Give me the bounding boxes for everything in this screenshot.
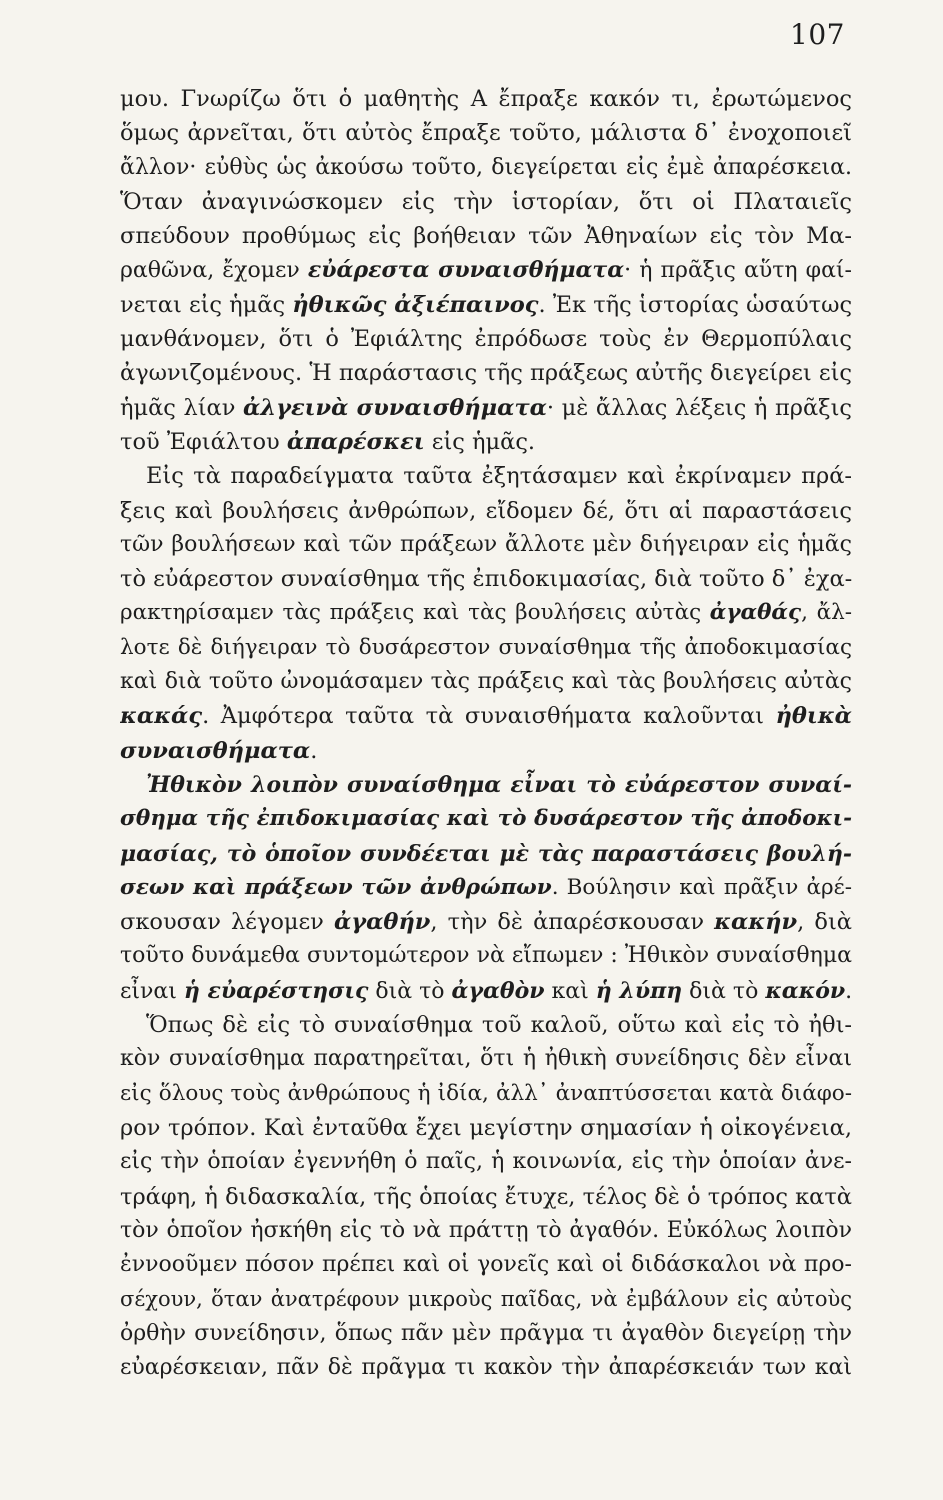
text-line: τῶν βουλήσεων καὶ τῶν πράξεων ἄλλοτε μὲν διήγειραν εἰς ἡμᾶς <box>120 531 852 557</box>
text-line: καὶ διὰ τοῦτο ὠνομάσαμεν τὰς πράξεις καὶ τὰς βουλήσεις αὐτὰς <box>120 669 852 695</box>
text-line: ἄλλον· εὐθὺς ὡς ἀκούσω τοῦτο, διεγείρεται εἰς ἐμὲ ἀπαρέσκεια. <box>120 154 852 180</box>
text-line: ξεις καὶ βουλήσεις ἀνθρώπων, εἴδομεν δέ, ὅτι αἱ παραστάσεις <box>120 497 852 524</box>
emphasis: ἀγαθὸν <box>451 977 545 1004</box>
text-line: εἶναι ἡ εὐαρέστησις διὰ τὸ ἀγαθὸν καὶ ἡ λύπη διὰ τὸ κακόν. <box>120 977 852 1004</box>
body-text <box>120 82 852 1385</box>
text-line: σπεύδουν προθύμως εἰς βοήθειαν τῶν Ἀθηναίων εἰς τὸν Μα- <box>120 223 852 250</box>
text-line <box>120 837 852 871</box>
emphasis: κακήν <box>714 909 798 936</box>
emphasis: ἀπαρέσκει <box>286 428 425 455</box>
emphasis: σεων καὶ πράξεων τῶν ἀνθρώπων <box>120 874 552 900</box>
text-line <box>120 768 852 802</box>
emphasis: ἀγαθήν <box>333 909 431 936</box>
text-line: τοῦ Ἐφιάλτου ἀπαρέσκει εἰς ἡμᾶς. <box>120 428 536 455</box>
text-line: μου. Γνωρίζω ὅτι ὁ μαθητὴς Α ἔπραξε κακόν τι, ἐρωτώμενος <box>120 86 852 112</box>
text-line: σέχουν, ὅταν ἀνατρέφουν μικροὺς παῖδας, νὰ ἐμβάλουν εἰς αὐτοὺς <box>120 1287 852 1312</box>
emphasis: ἀλγεινὰ συναισθήματα <box>243 394 547 421</box>
text-line: κὸν συναίσθημα παρατηρεῖται, ὅτι ἡ ἠθικὴ συνείδησις δὲν εἶναι <box>120 1046 852 1072</box>
emphasis: ἡ εὐαρέστησις <box>183 977 369 1004</box>
text-line <box>120 802 852 836</box>
emphasis: ἠθικῶς ἀξιέπαινος <box>292 291 539 318</box>
emphasis: κακόν <box>765 977 846 1004</box>
text-line: ἀγωνιζομένους. Ἡ παράστασις τῆς πράξεως αὐτῆς διεγείρει εἰς <box>120 360 852 387</box>
text-line: σκουσαν λέγομεν ἀγαθήν, τὴν δὲ ἀπαρέσκουσαν κακήν, διὰ <box>120 909 852 936</box>
emphasis: σθημα τῆς ἐπιδοκιμασίας καὶ τὸ δυσάρεστον τῆς ἀποδοκι- <box>120 806 852 832</box>
text-line: Εἰς τὰ παραδείγματα ταῦτα ἐξητάσαμεν καὶ ἐκρίναμεν πρά- <box>146 463 852 490</box>
text-line: ρακτηρίσαμεν τὰς πράξεις καὶ τὰς βουλήσεις αὐτὰς ἀγαθάς, ἄλ- <box>120 600 852 626</box>
text-line: κακάς. Ἀμφότερα ταῦτα τὰ συναισθήματα καλοῦνται ἠθικὰ <box>120 703 852 730</box>
text-line: ρον τρόπον. Καὶ ἐνταῦθα ἔχει μεγίστην σημασίαν ἡ οἰκογένεια, <box>120 1114 852 1141</box>
emphasis: Ἠθικὸν λοιπὸν συναίσθημα εἶναι τὸ εὐάρεστον συναί- <box>146 771 852 798</box>
text-line: ἐννοοῦμεν πόσον πρέπει καὶ οἱ γονεῖς καὶ οἱ διδάσκαλοι νὰ προ- <box>120 1252 852 1278</box>
text-line: νεται εἰς ἡμᾶς ἠθικῶς ἀξιέπαινος. Ἐκ τῆς ἱστορίας ὡσαύτως <box>120 291 852 318</box>
text-line: τὸν ὁποῖον ἠσκήθη εἰς τὸ νὰ πράττῃ τὸ ἀγαθόν. Εὐκόλως λοιπὸν <box>120 1217 852 1243</box>
text-line: σεων καὶ πράξεων τῶν ἀνθρώπων. Βούλησιν καὶ πρᾶξιν ἀρέ- <box>120 874 852 900</box>
text-line: ραθῶνα, ἔχομεν εὐάρεστα συναισθήματα· ἡ πρᾶξις αὕτη φαί- <box>120 257 852 284</box>
text-line: μανθάνομεν, ὅτι ὁ Ἐφιάλτης ἐπρόδωσε τοὺς ἐν Θερμοπύλαις <box>120 326 852 353</box>
text-line: τράφη, ἡ διδασκαλία, τῆς ὁποίας ἔτυχε, τέλος δὲ ὁ τρόπος κατὰ <box>120 1183 852 1210</box>
page-number: 107 <box>790 18 845 51</box>
emphasis: εὐάρεστα συναισθήματα <box>307 257 625 284</box>
emphasis: ἠθικὰ <box>775 703 852 730</box>
emphasis: ἀγαθάς <box>709 600 802 626</box>
text-line: ὀρθὴν συνείδησιν, ὅπως πᾶν μὲν πρᾶγμα τι ἀγαθὸν διεγείρῃ τὴν <box>120 1320 852 1346</box>
text-line: τὸ εὐάρεστον συναίσθημα τῆς ἐπιδοκιμασίας, διὰ τοῦτο δ᾽ ἐχα- <box>120 566 852 593</box>
text-line: ὅμως ἀρνεῖται, ὅτι αὐτὸς ἔπραξε τοῦτο, μάλιστα δ᾽ ἐνοχοποιεῖ <box>120 120 852 147</box>
text-line: λοτε δὲ διήγειραν τὸ δυσάρεστον συναίσθημα τῆς ἀποδοκιμασίας <box>120 634 852 660</box>
text-line: εἰς ὅλους τοὺς ἀνθρώπους ἡ ἰδία, ἀλλ᾽ ἀναπτύσσεται κατὰ διάφο- <box>120 1080 852 1106</box>
emphasis: ἡ λύπη <box>595 977 683 1004</box>
emphasis: μασίας, τὸ ὁποῖον συνδέεται μὲ τὰς παραστάσεις βουλή- <box>120 840 852 867</box>
text-line: Ὅπως δὲ εἰς τὸ συναίσθημα τοῦ καλοῦ, οὕτω καὶ εἰς τὸ ἠθι- <box>146 1012 852 1039</box>
text-line: συναισθήματα. <box>120 737 318 764</box>
text-line: τοῦτο δυνάμεθα συντομώτερον νὰ εἴπωμεν : Ἠθικὸν συναίσθημα <box>120 943 852 969</box>
text-line: εἰς τὴν ὁποίαν ἐγεννήθη ὁ παῖς, ἡ κοινωνία, εἰς τὴν ὁποίαν ἀνε- <box>120 1149 852 1175</box>
text-line: εὐαρέσκειαν, πᾶν δὲ πρᾶγμα τι κακὸν τὴν ἀπαρέσκειάν των καὶ <box>120 1354 852 1380</box>
text-line: ἡμᾶς λίαν ἀλγεινὰ συναισθήματα· μὲ ἄλλας λέξεις ἡ πρᾶξις <box>120 394 852 421</box>
emphasis: κακάς <box>120 703 203 730</box>
text-line: Ὅταν ἀναγινώσκομεν εἰς τὴν ἱστορίαν, ὅτι οἱ Πλαταιεῖς <box>120 188 852 215</box>
emphasis: συναισθήματα <box>120 737 311 764</box>
